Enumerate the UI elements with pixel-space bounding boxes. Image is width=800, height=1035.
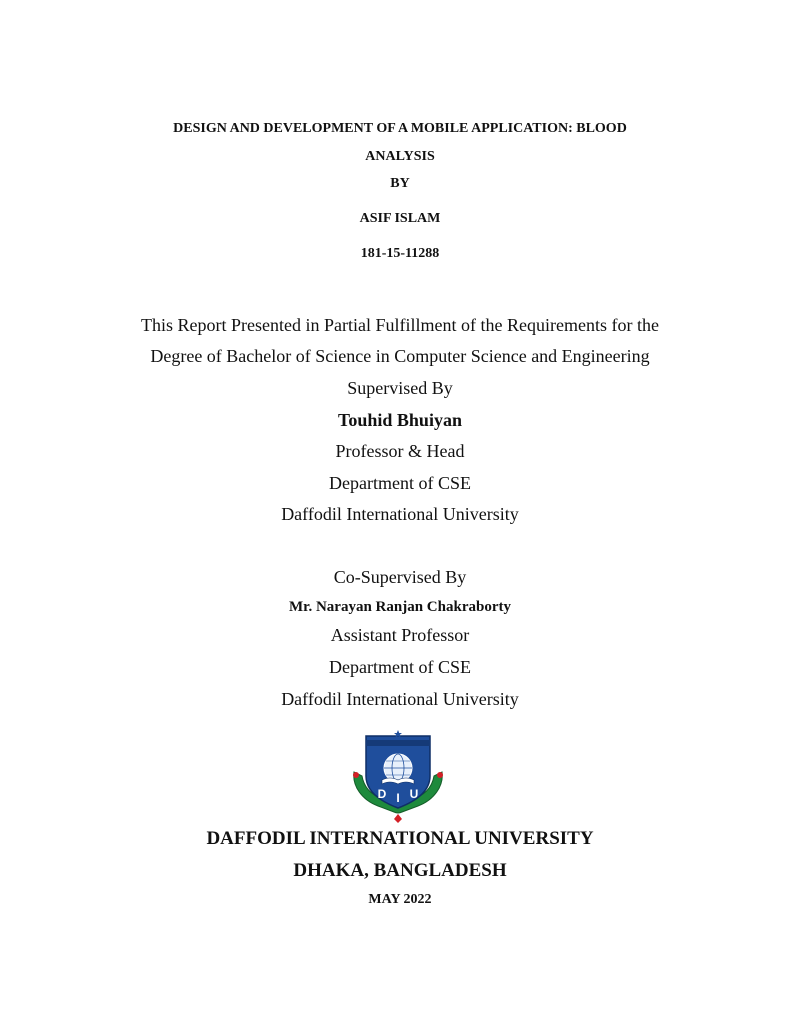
footer-university: DAFFODIL INTERNATIONAL UNIVERSITY <box>206 828 594 849</box>
co-supervisor-department: Department of CSE <box>329 657 471 677</box>
statement-line-1: This Report Presented in Partial Fulfillment of the Requirements for the <box>141 315 659 335</box>
logo-letter-u: U <box>409 787 419 801</box>
logo-red-dot-left <box>353 772 359 778</box>
diu-crest-logo <box>348 728 448 824</box>
supervisor-university: Daffodil International University <box>281 504 519 524</box>
supervisor-designation: Professor & Head <box>335 441 465 461</box>
logo-banner <box>366 740 430 746</box>
footer-date: MAY 2022 <box>368 892 432 907</box>
co-supervisor-university: Daffodil International University <box>281 689 519 709</box>
statement-line-2: Degree of Bachelor of Science in Computer Science and Engineering <box>150 346 650 366</box>
co-supervisor-name: Mr. Narayan Ranjan Chakraborty <box>289 599 511 615</box>
supervisor-department: Department of CSE <box>329 473 471 493</box>
supervisor-name: Touhid Bhuiyan <box>338 410 462 430</box>
by-label: BY <box>390 176 410 191</box>
logo-red-dot-right <box>437 772 443 778</box>
supervised-by-label: Supervised By <box>347 378 453 398</box>
logo-letter-d: D <box>377 787 387 801</box>
co-supervisor-designation: Assistant Professor <box>330 625 470 645</box>
student-id: 181-15-11288 <box>360 246 440 261</box>
author-name: ASIF ISLAM <box>359 211 441 226</box>
title-line-1: DESIGN AND DEVELOPMENT OF A MOBILE APPLICATION: BLOOD <box>173 121 627 136</box>
logo-red-drop <box>394 814 402 823</box>
footer-location: DHAKA, BANGLADESH <box>293 860 507 881</box>
title-line-2: ANALYSIS <box>365 149 435 164</box>
logo-letter-i: I <box>396 791 400 805</box>
co-supervised-by-label: Co-Supervised By <box>333 567 467 587</box>
